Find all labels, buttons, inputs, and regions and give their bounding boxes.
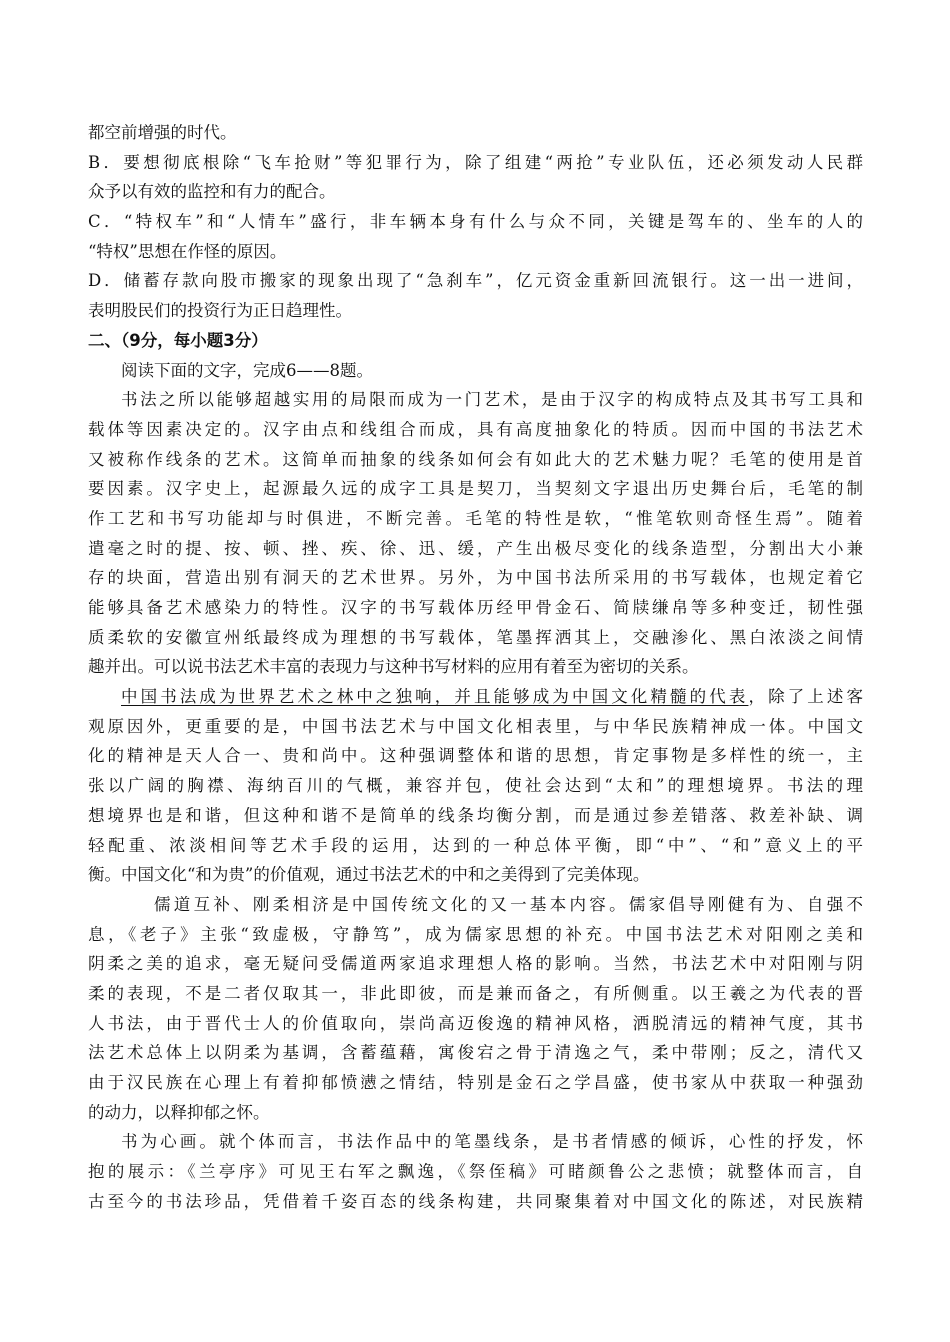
exam-page xyxy=(88,118,863,1216)
text-line: 化的精神是天人合一、贵和尚中。这种强调整体和谐的思想，肯定事物是多样性的统一，主 xyxy=(88,746,863,766)
text-line: 由于汉民族在心理上有着抑郁愤懑之情结，特别是金石之学昌盛，使书家从中获取一种强劲 xyxy=(88,1073,863,1092)
text-line: “特权”思想在作怪的原因。 xyxy=(88,241,287,261)
paragraph-2 xyxy=(88,682,863,890)
text-line: 能够具备艺术感染力的特性。汉字的书写载体历经甲骨金石、简牍缣帛等多种变迁，韧性强 xyxy=(88,598,863,617)
text-line: 质柔软的安徽宣州纸最终成为理想的书写载体，笔墨挥洒其上，交融渗化、黑白浓淡之间情 xyxy=(88,627,863,647)
text-line: 存的块面，营造出别有洞天的艺术世界。另外，为中国书法所采用的书写载体，也规定着它 xyxy=(88,568,863,588)
text-line: 表明股民们的投资行为正日趋理性。 xyxy=(88,301,352,321)
text-line: 书法之所以能够超越实用的局限而成为一门艺术，是由于汉字的构成特点及其书写工具和 xyxy=(121,390,863,410)
section-heading: 二、（9分，每小题3分） xyxy=(88,330,268,350)
text-line: 都空前增强的时代。 xyxy=(88,123,237,142)
text-line: 作工艺和书写功能却与时俱进，不断完善。毛笔的特性是软，“惟笔软则奇怪生焉”。随着 xyxy=(88,508,863,528)
text-line: 要因素。汉字史上，起源最久远的成字工具是契刀，当契刻文字退出历史舞台后，毛笔的制 xyxy=(88,479,863,499)
text-line: 趣并出。可以说书法艺术丰富的表现力与这种书写材料的应用有着至为密切的关系。 xyxy=(88,657,699,677)
text-line xyxy=(88,682,863,712)
text-line: 阴柔之美的追求，毫无疑问受儒道两家追求理想人格的影响。当然，书法艺术中对阳刚与阴 xyxy=(88,954,863,974)
option-d xyxy=(88,266,863,325)
text-fragment: ，除了上述客 xyxy=(748,687,864,707)
text-line: B．要想彻底根除“飞车抢财”等犯罪行为，除了组建“两抢”专业队伍，还必须发动人民群 xyxy=(88,152,863,172)
text-line: 衡。中国文化“和为贵”的价值观，通过书法艺术的中和之美得到了完美体现。 xyxy=(88,865,650,885)
text-line: 想境界也是和谐，但这种和谐不是简单的线条均衡分割，而是通过参差错落、救差补缺、调 xyxy=(88,805,863,825)
text-line: 的动力，以释抑郁之怀。 xyxy=(88,1102,270,1122)
underlined-sentence: 中国书法成为世界艺术之林中之独响，并且能够成为中国文化精髓的代表 xyxy=(121,687,749,707)
option-b xyxy=(88,148,863,207)
text-line: D．储蓄存款向股市搬家的现象出现了“急刹车”，亿元资金重新回流银行。这一出一进间， xyxy=(88,271,863,291)
paragraph-4 xyxy=(88,1127,863,1216)
text-line: 载体等因素决定的。汉字由点和线组合而成，具有高度抽象化的特质。因而中国的书法艺术 xyxy=(88,419,863,439)
text-line: 轻配重、浓淡相间等艺术手段的运用，达到的一种总体平衡，即“中”、“和”意义上的平 xyxy=(88,835,863,855)
text-line: 遣毫之时的提、按、顿、挫、疾、徐、迅、缓，产生出极尽变化的线条造型，分割出大小兼 xyxy=(88,538,863,558)
text-line: 观原因外，更重要的是，中国书法艺术与中国文化相表里，与中华民族精神成一体。中国文 xyxy=(88,716,863,736)
text-line: 书为心画。就个体而言，书法作品中的笔墨线条，是书者情感的倾诉，心性的抒发，怀 xyxy=(121,1132,863,1152)
text-line: 张以广阔的胸襟、海纳百川的气概，兼容并包，使社会达到“太和”的理想境界。书法的理 xyxy=(88,776,863,796)
text-line: 抱的展示：《兰亭序》可见王右军之飘逸，《祭侄稿》可睹颜鲁公之悲愤；就整体而言，自 xyxy=(88,1162,863,1182)
text-line: 息，《老子》主张“致虚极，守静笃”，成为儒家思想的补充。中国书法艺术对阳刚之美和 xyxy=(88,924,863,944)
paragraph-3 xyxy=(88,890,863,1128)
text-line: 人书法，由于晋代士人的价值取向，崇尚高迈俊逸的精神风格，洒脱清远的精神气度，其书 xyxy=(88,1013,863,1033)
option-c xyxy=(88,207,863,266)
text-line: 又被称作线条的艺术。这简单而抽象的线条如何会有如此大的艺术魅力呢？毛笔的使用是首 xyxy=(88,449,863,469)
instruction: 阅读下面的文字，完成6——8题。 xyxy=(121,360,373,380)
paragraph-1 xyxy=(88,385,863,682)
text-line: 儒道互补、刚柔相济是中国传统文化的又一基本内容。儒家倡导刚健有为、自强不 xyxy=(154,894,863,914)
text-line: 法艺术总体上以阴柔为基调，含蓄蕴藉，寓俊宕之骨于清逸之气，柔中带刚；反之，清代又 xyxy=(88,1043,863,1063)
text-line: C．“特权车”和“人情车”盛行，非车辆本身有什么与众不同，关键是驾车的、坐车的人的 xyxy=(88,212,863,232)
text-line: 众予以有效的监控和有力的配合。 xyxy=(88,182,336,202)
text-line: 柔的表现，不是二者仅取其一，非此即彼，而是兼而备之，有所侧重。以王羲之为代表的晋 xyxy=(88,983,863,1003)
text-line: 古至今的书法珍品，凭借着千姿百态的线条构建，共同聚集着对中国文化的陈述，对民族精 xyxy=(88,1191,863,1211)
